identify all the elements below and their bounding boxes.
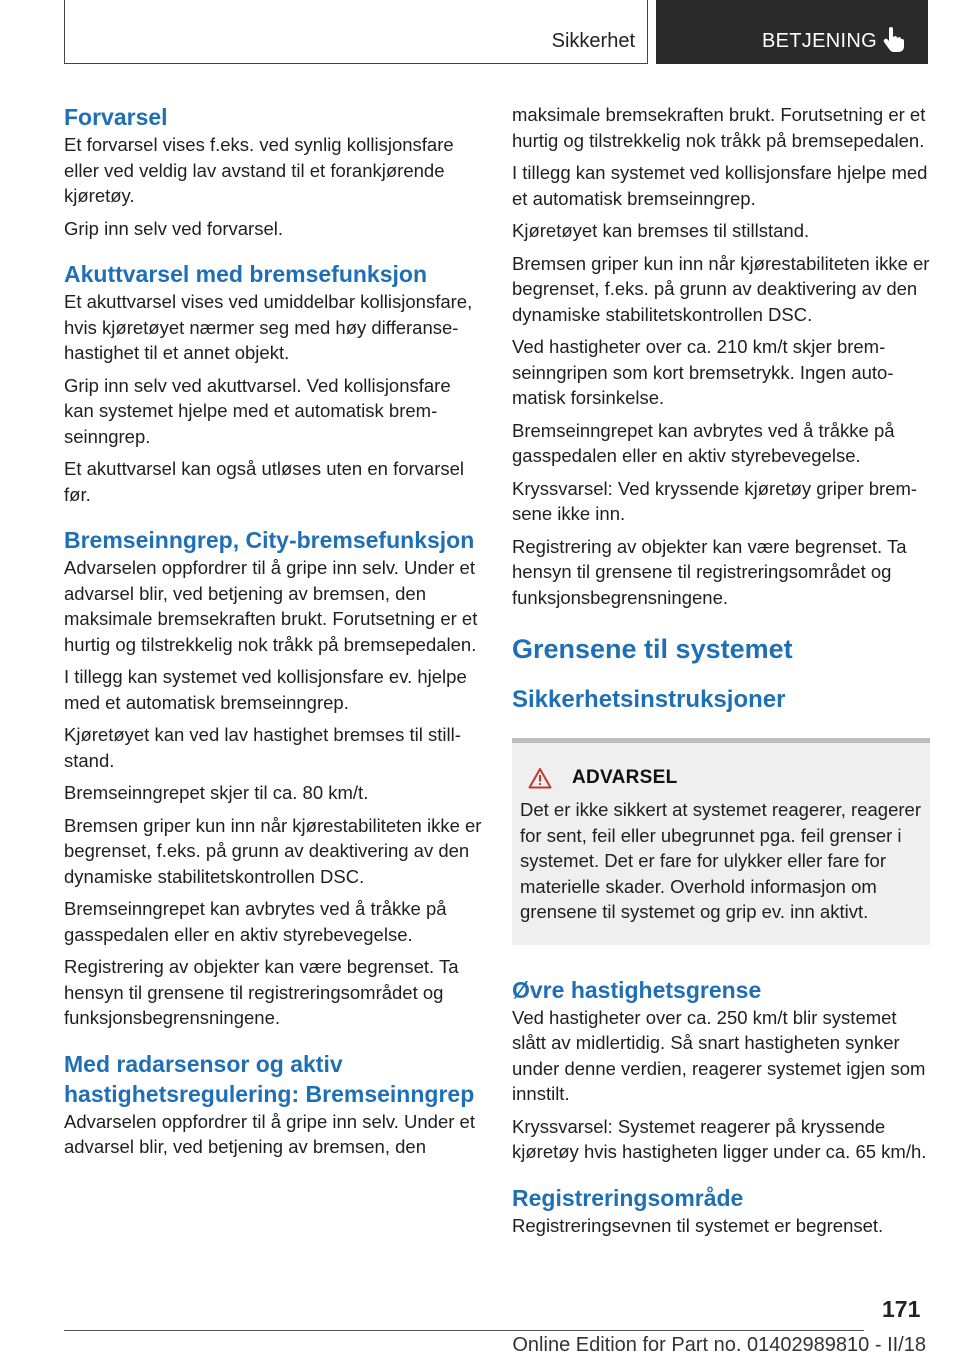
paragraph: Et akuttvarsel kan også utløses uten en forvarsel før. <box>64 458 465 505</box>
left-column <box>64 102 482 1160</box>
footer-divider <box>64 1330 864 1331</box>
paragraph: Bremseinngrepet skjer til ca. 80 km/t. <box>64 782 369 803</box>
warning-box <box>512 738 930 945</box>
paragraph: Kjøretøyet kan ved lav hastighet bremses til stillstand. <box>64 724 461 771</box>
paragraph: Ved hastigheter over ca. 250 km/t blir systemet slått av midlertidig. Så snart hastigheten synker under denne verdien, reagerer systemet igjen som innstilt. <box>512 1006 926 1104</box>
paragraph: I tillegg kan systemet ved kollisjonsfare hjelpe med et automatisk bremseinngrep. <box>512 162 928 209</box>
paragraph: Kryssvarsel: Ved kryssende kjøretøy griper bremsene ikke inn. <box>512 477 918 524</box>
paragraph: Registrering av objekter kan være begrenset. Ta hensyn til grensene til registreringsområdet og funksjonsbegrensningene. <box>512 535 907 608</box>
paragraph: Et forvarsel vises f.eks. ved synlig kollisjonsfare eller ved veldig lav avstand til et forankjørende kjøretøy. <box>64 134 454 206</box>
heading-ovre-hastighetsgrense: Øvre hastighetsgrense <box>512 976 762 1003</box>
paragraph: Ved hastigheter over ca. 210 km/t skjer bremseinngripen som kort bremsetrykk. Ingen automatisk forsinkelse. <box>512 336 894 408</box>
paragraph: Registreringsevnen til systemet er begrenset. <box>512 1214 884 1236</box>
header-section-tab <box>64 0 648 64</box>
paragraph: Et akuttvarsel vises ved umiddelbar kollisjonsfare, hvis kjøretøyet nærmer seg med høy differansehastighet til et annet objekt. <box>64 291 473 363</box>
right-column <box>512 102 930 1238</box>
heading-forvarsel: Forvarsel <box>64 104 168 130</box>
paragraph: Kryssvarsel: Systemet reagerer på kryssende kjøretøy hvis hastigheten ligger under ca. 65 km/h. <box>512 1115 927 1162</box>
footer-edition: Online Edition for Part no. 01402989810 - II/18 <box>512 1334 926 1356</box>
warning-header <box>528 767 922 789</box>
paragraph: Bremseinngrepet kan avbrytes ved å tråkke på gasspedalen eller en aktiv styrebevegelse. <box>64 898 447 945</box>
header-chapter-tab <box>656 0 928 64</box>
page-number: 171 <box>882 1296 921 1322</box>
heading-grensene: Grensene til systemet <box>512 634 793 664</box>
heading-registreringsomrade: Registreringsområde <box>512 1184 744 1211</box>
paragraph: Kjøretøyet kan bremses til stillstand. <box>512 220 810 241</box>
paragraph: Grip inn selv ved forvarsel. <box>64 217 284 239</box>
paragraph: Bremsen griper kun inn når kjørestabiliteten ikke er begrenset, f.eks. på grunn av deaktivering av den dynamiske stabilitetskontrollen DSC. <box>64 814 482 887</box>
header-section-label: Sikkerhet <box>551 30 635 52</box>
paragraph: Bremseinngrepet kan avbrytes ved å tråkke på gasspedalen eller en aktiv styrebevegelse. <box>512 419 895 466</box>
warning-text: Det er ikke sikkert at systemet reagerer, reagerer for sent, feil eller ubegrunnet pga. feil grenser i systemet. Det er fare for ulykker eller fare for materielle skader. Overhold informasjon om grensene til systemet og grip ev. inn aktivt. <box>520 799 921 922</box>
pointing-hand-icon <box>883 26 905 52</box>
warning-triangle-icon <box>528 767 552 789</box>
heading-sikkerhetsinstruksjoner: Sikkerhetsinstruksjoner <box>512 686 786 713</box>
paragraph: Bremsen griper kun inn når kjørestabiliteten ikke er begrenset, f.eks. på grunn av deaktivering av den dynamiske stabilitetskontrollen DSC. <box>512 252 930 325</box>
warning-title: ADVARSEL <box>572 767 678 788</box>
paragraph: Registrering av objekter kan være begrenset. Ta hensyn til grensene til registreringsområdet og funksjonsbegrensningene. <box>64 956 459 1028</box>
heading-bremseinngrep-city: Bremseinngrep, City-bremsefunksjon <box>64 527 475 553</box>
heading-akuttvarsel: Akuttvarsel med bremsefunksjon <box>64 261 428 287</box>
paragraph: Advarselen oppfordrer til å gripe inn selv. Under et advarsel blir, ved betjening av bremsen, den maksimale bremsekraften brukt. Forutsetning er et hurtig og tilstrekkelig nok tråkk på bremsepedalen. <box>64 557 478 655</box>
heading-radarsensor: Med radarsensor og aktiv hastighetsregulering: Bremseinngrep <box>64 1050 475 1107</box>
paragraph: Grip inn selv ved akuttvarsel. Ved kollisjonsfare kan systemet hjelpe med et automatisk bremseinngrep. <box>64 374 451 447</box>
paragraph: maksimale bremsekraften brukt. Forutsetning er et hurtig og tilstrekkelig nok tråkk på bremsepedalen. <box>512 104 926 151</box>
paragraph: Advarselen oppfordrer til å gripe inn selv. Under et advarsel blir, ved betjening av bremsen, den <box>64 1110 475 1157</box>
paragraph: I tillegg kan systemet ved kollisjonsfare ev. hjelpe med et automatisk bremseinngrep. <box>64 666 467 713</box>
header-chapter-label: BETJENING <box>762 30 877 52</box>
